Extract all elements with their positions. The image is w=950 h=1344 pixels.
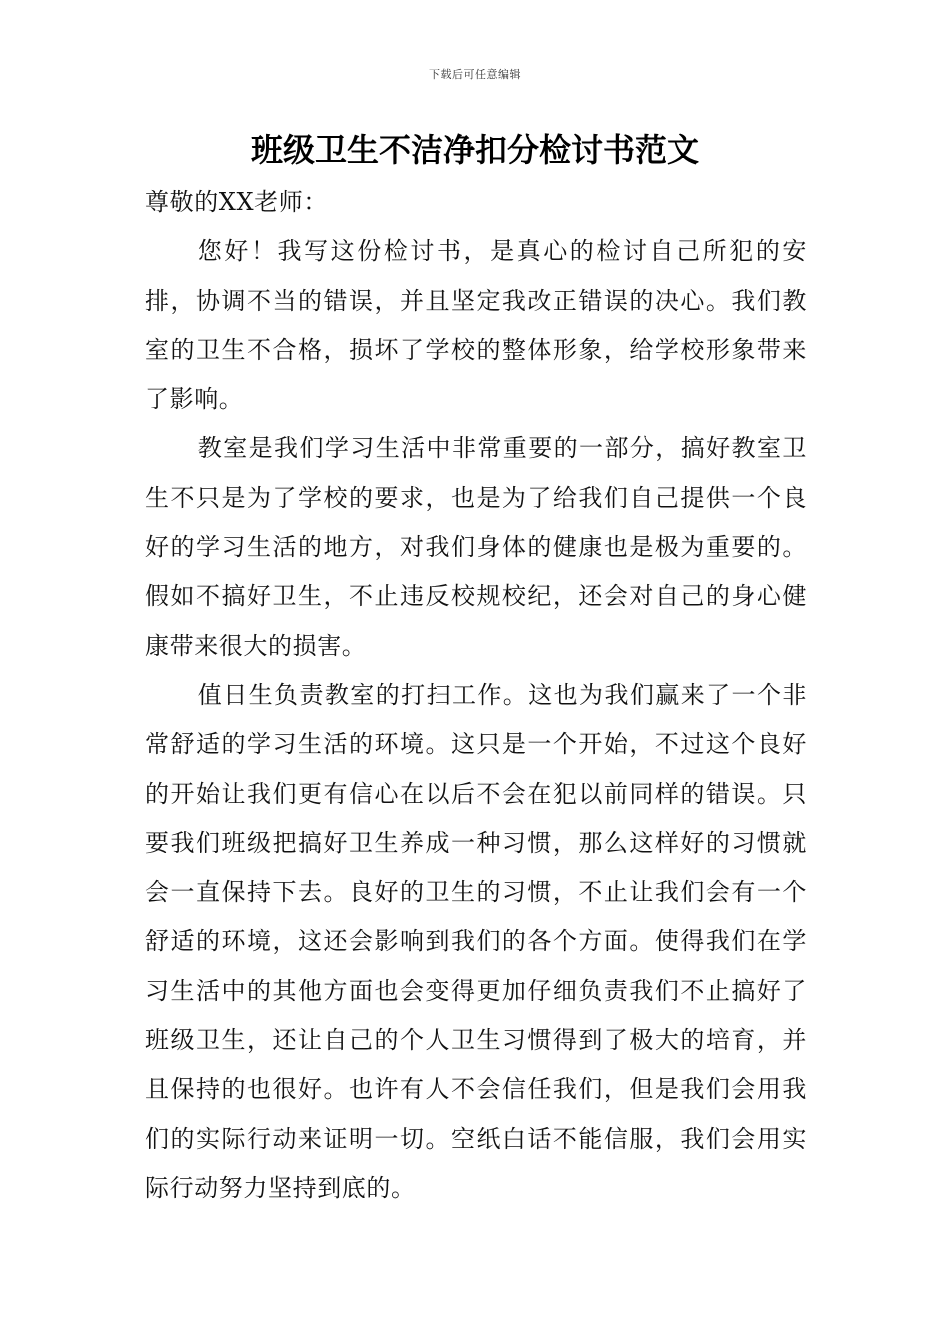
paragraph-1: 您好！我写这份检讨书，是真心的检讨自己所犯的安排，协调不当的错误，并且坚定我改正错误的决心。我们教室的卫生不合格，损坏了学校的整体形象，给学校形象带来了影响。 [145,237,807,414]
salutation: 尊敬的XX老师： [145,188,328,216]
header-note: 下载后可任意编辑 [429,68,521,81]
paragraph-2: 教室是我们学习生活中非常重要的一部分，搞好教室卫生不只是为了学校的要求，也是为了给我们自己提供一个良好的学习生活的地方，对我们身体的健康也是极为重要的。假如不搞好卫生，不止违反校规校纪，还会对自己的身心健康带来很大的损害。 [145,434,807,660]
document-title: 班级卫生不洁净扣分检讨书范文 [250,131,699,169]
paragraph-3: 值日生负责教室的打扫工作。这也为我们赢来了一个非常舒适的学习生活的环境。这只是一个开始，不过这个良好的开始让我们更有信心在以后不会在犯以前同样的错误。只要我们班级把搞好卫生养成一种习惯，那么这样好的习惯就会一直保持下去。良好的卫生的习惯，不止让我们会有一个舒适的环境，这还会影响到我们的各个方面。使得我们在学习生活中的其他方面也会变得更加仔细负责我们不止搞好了班级卫生，还让自己的个人卫生习惯得到了极大的培育，并且保持的也很好。也许有人不会信任我们，但是我们会用我们的实际行动来证明一切。空纸白话不能信服，我们会用实际行动努力坚持到底的。 [145,680,807,1202]
document-body [145,178,807,1213]
